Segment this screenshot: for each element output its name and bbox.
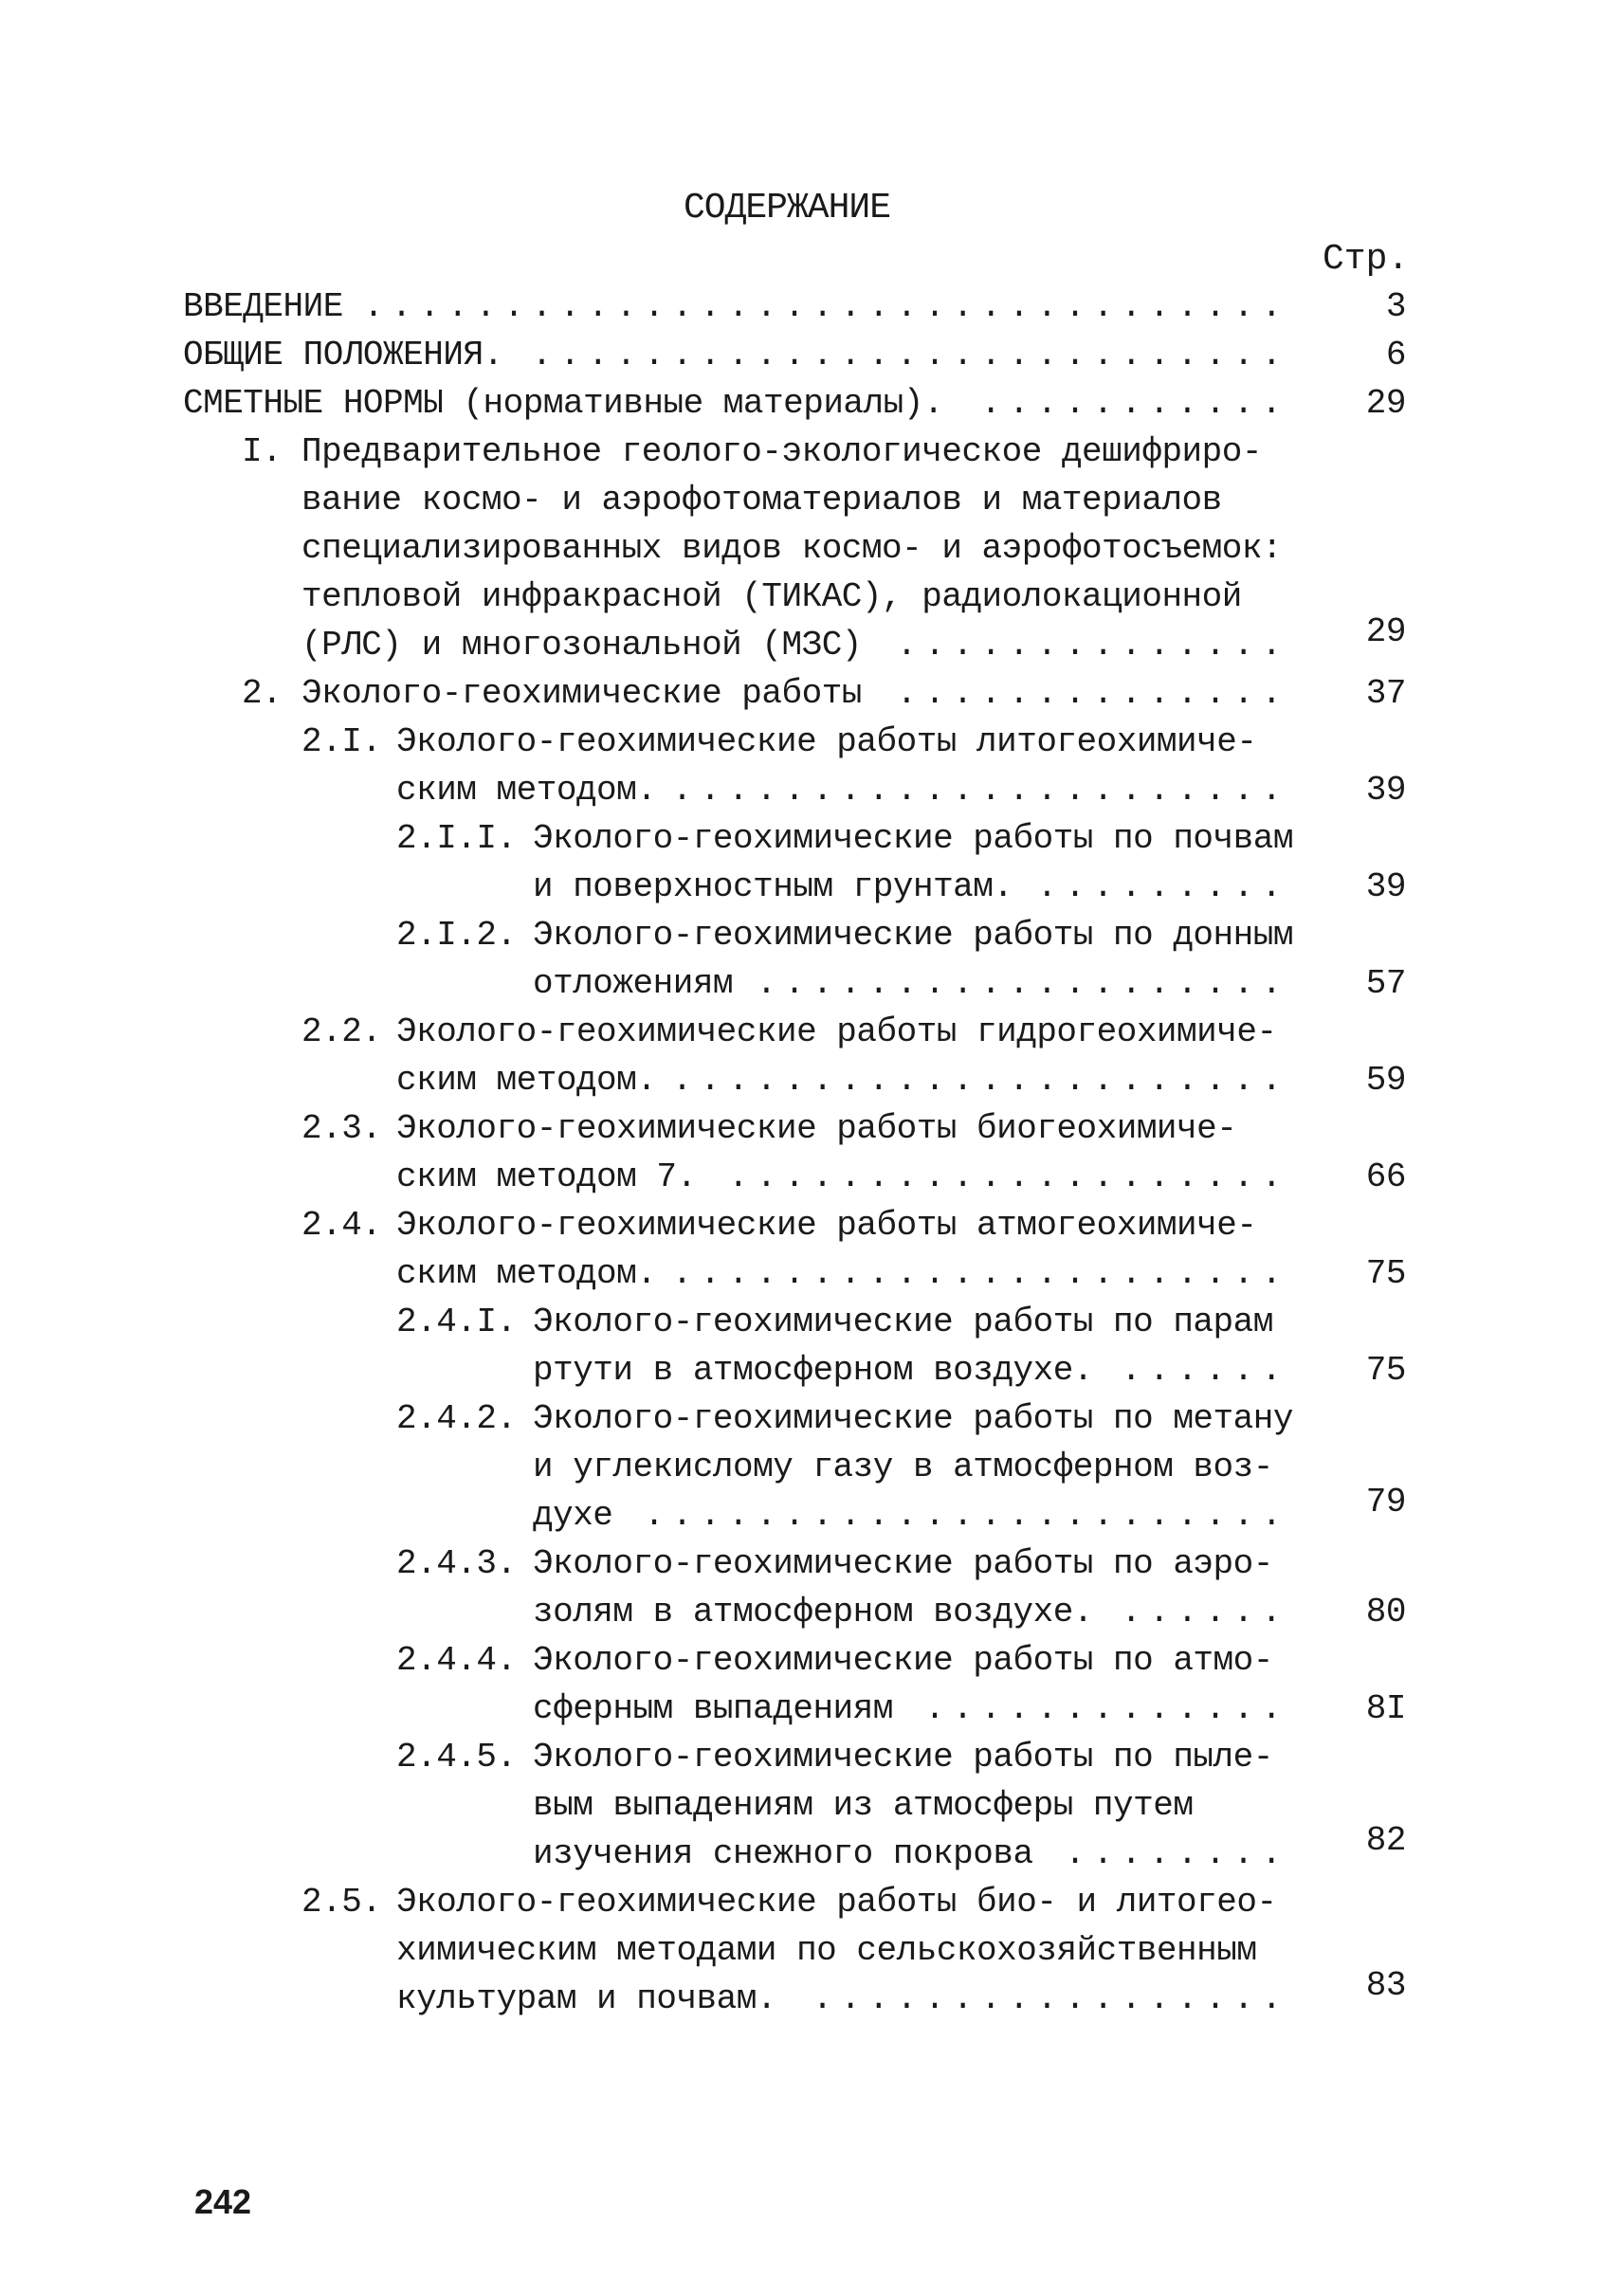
toc-entry-text: золям в атмосферном воздухе. (533, 1593, 1093, 1631)
toc-entry-page: 75 (1365, 1254, 1406, 1293)
toc-entry-line (0, 428, 1624, 476)
toc-entry-text: культурам и почвам. (396, 1979, 776, 2018)
toc-entry-text: Эколого-геохимические работы по аэро- (533, 1544, 1273, 1583)
toc-entry-page: 59 (1365, 1061, 1406, 1100)
toc-entry-line (0, 1733, 1624, 1781)
toc-entry (0, 1104, 1624, 1201)
toc-entry-page: 3 (1385, 287, 1406, 326)
toc-entry-number: 2.4.5. (396, 1738, 517, 1777)
toc-leader-dots: ......... (1036, 867, 1290, 906)
toc-entry-line (0, 1153, 1624, 1201)
toc-entry-text: ским методом. (396, 1254, 657, 1293)
toc-entry-text: и поверхностным грунтам. (533, 867, 1013, 906)
toc-entry (0, 1298, 1624, 1394)
toc-entry-text: духе (533, 1496, 613, 1535)
toc-entry-number: 2.4. (301, 1206, 382, 1245)
toc-entry-number: 2. (242, 674, 283, 713)
toc-list (0, 282, 1624, 2023)
toc-entry-line (0, 1298, 1624, 1346)
toc-entry-text: Эколого-геохимические работы био- и литогео- (396, 1883, 1277, 1922)
toc-leader-dots: ............. (924, 1689, 1290, 1728)
toc-entry-page: 29 (1365, 384, 1406, 423)
toc-entry-text: вым выпадениям из атмосферы путем (533, 1786, 1194, 1825)
toc-entry-text: ским методом. (396, 1061, 657, 1100)
toc-entry-page: 39 (1365, 771, 1406, 810)
toc-leader-dots: ........... (980, 384, 1290, 423)
toc-leader-dots: ................................. (363, 287, 1290, 326)
toc-entry-number: 2.4.2. (396, 1399, 517, 1438)
toc-entry-text: химическим методами по сельскохозяйственным (396, 1931, 1257, 1970)
toc-entry-line (0, 1540, 1624, 1588)
toc-entry-line (0, 911, 1624, 959)
toc-entry-number: 2.5. (301, 1883, 382, 1922)
toc-entry-text: Эколого-геохимические работы по метану (533, 1399, 1293, 1438)
toc-leader-dots: ................... (756, 964, 1290, 1003)
toc-entry-line (0, 1966, 1624, 2023)
toc-entry-number: 2.4.I. (396, 1303, 517, 1341)
toc-entry-line (0, 612, 1624, 669)
toc-entry (0, 814, 1624, 911)
toc-entry-page: 79 (1365, 1483, 1406, 1522)
toc-entry-text: и углекислому газу в атмосферном воз- (533, 1448, 1273, 1486)
toc-entry-line (0, 379, 1624, 428)
toc-entry-text: Эколого-геохимические работы литогеохимиче- (396, 722, 1257, 761)
toc-entry (0, 911, 1624, 1008)
toc-entry-line (0, 863, 1624, 911)
toc-entry-page: 8I (1365, 1689, 1406, 1728)
toc-entry-page: 29 (1365, 612, 1406, 651)
toc-entry-line (0, 669, 1624, 718)
toc-entry (0, 428, 1624, 669)
toc-entry-text: Эколого-геохимические работы биогеохимиче- (396, 1109, 1237, 1148)
toc-entry (0, 1540, 1624, 1636)
toc-entry-line (0, 1394, 1624, 1443)
toc-entry-text: СМЕТНЫЕ НОРМЫ (нормативные материалы). (183, 384, 943, 423)
toc-leader-dots: ...................... (671, 771, 1290, 810)
toc-entry-page: 66 (1365, 1157, 1406, 1196)
toc-entry-text: ВВЕДЕНИЕ (183, 287, 343, 326)
toc-entry-text: специализированных видов космо- и аэрофотосъемок: (301, 529, 1283, 568)
toc-entry-text: вание космо- и аэрофотоматериалов и материалов (301, 481, 1222, 519)
toc-leader-dots: ....................... (644, 1496, 1290, 1535)
toc-entry-page: 6 (1385, 336, 1406, 374)
toc-entry-page: 39 (1365, 867, 1406, 906)
toc-entry-line (0, 476, 1624, 524)
toc-entry-line (0, 1636, 1624, 1685)
toc-entry-text: сферным выпадениям (533, 1689, 893, 1728)
toc-entry-text: Эколого-геохимические работы по донным (533, 916, 1293, 955)
toc-entry-page: 37 (1365, 674, 1406, 713)
toc-entry-text: Эколого-геохимические работы по парам (533, 1303, 1273, 1341)
toc-entry-text: Предварительное геолого-экологическое дешифриро- (301, 432, 1262, 471)
toc-entry-number: 2.3. (301, 1109, 382, 1148)
toc-entry (0, 331, 1624, 379)
toc-entry-page: 75 (1365, 1351, 1406, 1390)
toc-entry-page: 82 (1365, 1821, 1406, 1860)
toc-leader-dots: ........................... (531, 336, 1290, 374)
toc-entry-text: Эколого-геохимические работы (301, 674, 862, 713)
toc-entry-line (0, 282, 1624, 331)
toc-entry-number: 2.I.2. (396, 916, 517, 955)
toc-leader-dots: ...... (1121, 1351, 1290, 1390)
toc-entry-text: изучения снежного покрова (533, 1834, 1033, 1873)
toc-entry (0, 282, 1624, 331)
toc-entry-line (0, 1685, 1624, 1733)
toc-leader-dots: .............. (896, 626, 1290, 665)
toc-entry-text: Эколого-геохимические работы по почвам (533, 819, 1293, 858)
toc-entry-text: ским методом 7. (396, 1157, 697, 1196)
toc-entry-line (0, 959, 1624, 1008)
toc-entry-line (0, 1346, 1624, 1394)
toc-entry-page: 57 (1365, 964, 1406, 1003)
toc-entry-number: 2.4.4. (396, 1641, 517, 1680)
toc-entry (0, 1394, 1624, 1540)
toc-entry-page: 83 (1365, 1966, 1406, 2005)
toc-entry-line (0, 1104, 1624, 1153)
toc-leader-dots: .................... (728, 1157, 1290, 1196)
toc-entry-text: ОБЩИЕ ПОЛОЖЕНИЯ. (183, 336, 503, 374)
toc-entry-text: Эколого-геохимические работы атмогеохимиче- (396, 1206, 1257, 1245)
toc-entry-number: 2.4.3. (396, 1544, 517, 1583)
toc-entry (0, 669, 1624, 718)
toc-entry (0, 1636, 1624, 1733)
toc-entry (0, 718, 1624, 814)
toc-entry (0, 1733, 1624, 1878)
toc-entry-line (0, 1483, 1624, 1540)
toc-entry-line (0, 1588, 1624, 1636)
toc-entry-number: I. (242, 432, 283, 471)
toc-entry-line (0, 524, 1624, 573)
toc-entry-text: (РЛС) и многозональной (МЗС) (301, 626, 862, 665)
toc-entry-line (0, 1821, 1624, 1878)
toc-entry-line (0, 331, 1624, 379)
toc-entry-number: 2.I. (301, 722, 382, 761)
toc-entry-line (0, 814, 1624, 863)
page-column-header: Стр. (1323, 239, 1410, 280)
toc-entry-text: ртути в атмосферном воздухе. (533, 1351, 1093, 1390)
toc-entry-line (0, 1249, 1624, 1298)
toc-entry-line (0, 718, 1624, 766)
toc-leader-dots: ...................... (671, 1061, 1290, 1100)
toc-entry-text: Эколого-геохимические работы гидрогеохимиче- (396, 1012, 1277, 1051)
toc-leader-dots: ........ (1065, 1834, 1290, 1873)
toc-entry-line (0, 1008, 1624, 1056)
toc-entry-number: 2.I.I. (396, 819, 517, 858)
toc-entry-line (0, 766, 1624, 814)
toc-leader-dots: ...... (1121, 1593, 1290, 1631)
toc-entry-text: отложениям (533, 964, 734, 1003)
toc-entry-text: Эколого-геохимические работы по атмо- (533, 1641, 1273, 1680)
toc-entry-page: 80 (1365, 1593, 1406, 1631)
toc-entry-line (0, 1878, 1624, 1926)
toc-entry (0, 1008, 1624, 1104)
toc-leader-dots: ...................... (671, 1254, 1290, 1293)
toc-entry (0, 1201, 1624, 1298)
page-title: СОДЕРЖАНИЕ (683, 188, 891, 228)
toc-entry-text: тепловой инфракрасной (ТИКАС), радиолокационной (301, 577, 1242, 616)
toc-leader-dots: ................. (812, 1979, 1290, 2018)
toc-entry-text: ским методом. (396, 771, 657, 810)
toc-entry-line (0, 1056, 1624, 1104)
toc-entry (0, 1878, 1624, 2023)
toc-entry-text: Эколого-геохимические работы по пыле- (533, 1738, 1273, 1777)
toc-entry-number: 2.2. (301, 1012, 382, 1051)
toc-leader-dots: .............. (896, 674, 1290, 713)
page-number: 242 (194, 2182, 252, 2221)
toc-entry (0, 379, 1624, 428)
toc-entry-line (0, 1201, 1624, 1249)
